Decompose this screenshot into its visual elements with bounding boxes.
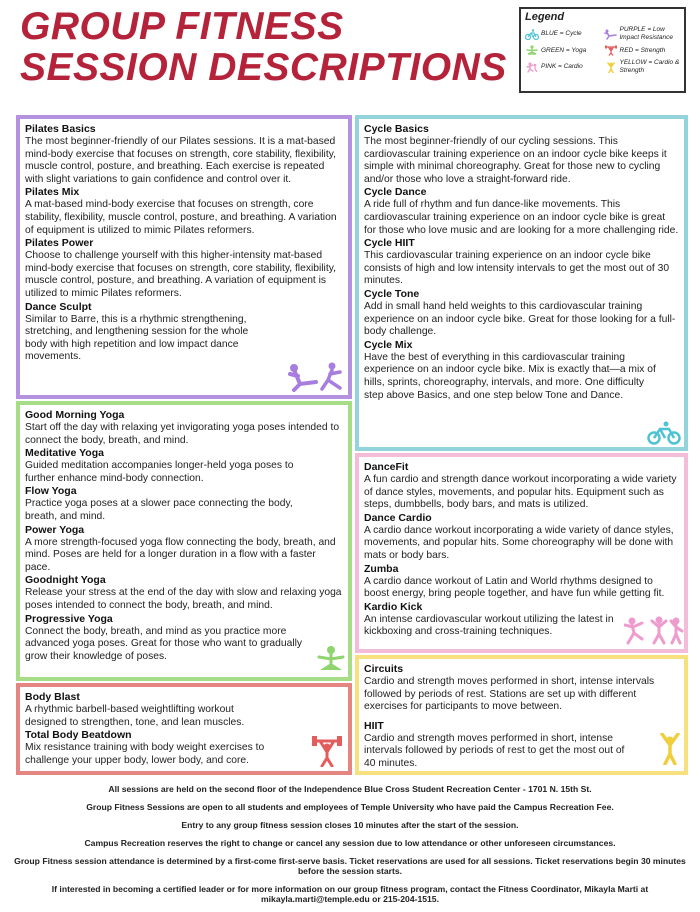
title-line-2: SESSION DESCRIPTIONS [20, 46, 507, 89]
legend-item-strength [604, 45, 681, 56]
legend-text-yoga: GREEN = Yoga [541, 46, 587, 54]
legend-text-purple: PURPLE = Low Impact Resistance [619, 26, 673, 41]
pink-cardio-box [355, 453, 688, 653]
legend-title: Legend [525, 11, 565, 23]
yoga-icon [316, 645, 346, 673]
legend-text-cardio: PINK = Cardio [541, 63, 583, 70]
pilates-icon [288, 362, 344, 392]
session-name: Dance Cardio [364, 511, 432, 524]
footer-note: Campus Recreation reserves the right to change or cancel any session due to low attendance or other unforeseen circumstances. [84, 838, 616, 848]
session-desc: The most beginner-friendly of our Pilates sessions. It is a mat-based mind-body exercise that focuses on strength, core stability, flexibility, muscle control, posture, and breathing. Each exercise is repeated with slight variations to gain confidence and control over it. [25, 136, 336, 185]
session-name: DanceFit [364, 461, 409, 473]
session-name: Circuits [364, 663, 404, 675]
session-desc: Start off the day with relaxing yet invigorating yoga poses intended to connect the body, breath, and mind. [25, 422, 340, 446]
session-desc: Practice yoga poses at a slower pace connecting the body, breath, and mind. [25, 498, 293, 522]
legend-item-cycle [525, 26, 602, 42]
red-strength-box [16, 683, 352, 775]
session-desc: Have the best of everything in this cardiovascular training experience on an indoor cycle bike. Mix is exactly that—a mix of hills, sprints, choreography, intervals, and more. One difficulty step above Basics, and one step below Tone and Dance. [364, 351, 656, 401]
session-name: Progressive Yoga [25, 612, 113, 625]
session-name: Pilates Power [25, 237, 94, 250]
title-line-1: GROUP FITNESS [20, 5, 344, 48]
footer-note: All sessions are held on the second floor of the Independence Blue Cross Student Recreation Center - 1701 N. 15th St. [108, 784, 592, 794]
session-desc: Connect the body, breath, and mind as you practice more advanced yoga poses. Great for those who want to gradually grow their knowledge of poses. [25, 625, 303, 662]
session-name: Goodnight Yoga [25, 574, 106, 587]
session-desc: This cardiovascular training experience on an indoor cycle bike consists of high and low intensity intervals to get the most out of 30 minutes. [364, 250, 670, 287]
session-name: Body Blast [25, 691, 80, 703]
yellow-cardio-strength-box [355, 655, 688, 775]
legend-text-cardio-strength: YELLOW = Cardio & Strength [619, 59, 680, 74]
session-name: Power Yoga [25, 523, 85, 536]
session-desc: A ride full of rhythm and fun dance-like movements. This cardiovascular training experience on an indoor cycle bike is great for those who love music and are looking for a more challenging ride. [364, 199, 679, 236]
legend-item-cardio-strength [604, 59, 681, 75]
session-desc: The most beginner-friendly of our cycling sessions. This cardiovascular training experience on an indoor cycle bike keeps it simple with minimal choreography. Great for those new to cycling and/or those who love a straight-forward ride. [364, 136, 667, 185]
page-title [20, 6, 507, 88]
session-desc: A mat-based mind-body exercise that focuses on strength, core stability, flexibility, muscle control, posture, and breathing. A variation of equipment is utilized to mimic Pilates reformers. [25, 199, 337, 236]
footer-note: Group Fitness session attendance is determined by a first-come first-serve basis. Ticket reservations are used for all sessions. Ticket reservations begin 30 minutes before the session starts. [14, 856, 686, 876]
green-yoga-box [16, 401, 352, 681]
purple-low-impact-box [16, 115, 352, 399]
session-name: Kardio Kick [364, 600, 423, 613]
session-desc: Guided meditation accompanies longer-held yoga poses to further enhance mind-body connection. [25, 460, 294, 484]
session-desc: Mix resistance training with body weight exercises to challenge your upper body, lower body, and core. [25, 742, 265, 766]
cardio-icon [624, 615, 684, 645]
session-name: Cycle HIIT [364, 237, 415, 250]
session-name: Meditative Yoga [25, 447, 104, 460]
session-name: Cycle Tone [364, 287, 420, 300]
legend-text-strength: RED = Strength [619, 46, 666, 54]
cardio-icon [525, 62, 539, 73]
footer-note: If interested in becoming a certified leader or for more information on our group fitness program, contact the Fitness Coordinator, Mikayla Marti at mikayla.marti@temple.edu or 215-204-1515. [51, 884, 649, 904]
session-desc: A rhythmic barbell-based weightlifting workout designed to strengthen, tone, and lean muscles. [25, 704, 245, 728]
session-name: Pilates Basics [25, 123, 96, 135]
cardio-strength-icon [659, 733, 681, 765]
footer-notes [10, 784, 690, 912]
pilates-icon [604, 29, 618, 40]
legend-text-cycle: BLUE = Cycle [541, 30, 582, 37]
session-desc: Choose to challenge yourself with this higher-intensity mat-based mind-body exercise that focuses on strength, core stability, flexibility, muscle control, posture, and breathing. A variation of equipment is utilized to mimic Pilates reformers. [25, 250, 336, 299]
blue-cycle-box [355, 115, 688, 451]
strength-icon [310, 735, 344, 767]
session-name: Cycle Basics [364, 123, 429, 135]
session-desc: A more strength-focused yoga flow connecting the body, breath, and mind. Poses are held for a longer duration in a flow with a faster pace. [25, 536, 336, 573]
legend [519, 7, 686, 93]
session-name: Pilates Mix [25, 186, 80, 199]
session-desc: A fun cardio and strength dance workout incorporating a wide variety of dance styles, movements, and popular hits. Equipment such as steps, dumbbells, body bars, and mats is utilized. [364, 474, 677, 511]
session-name: Zumba [364, 562, 399, 575]
yoga-icon [525, 45, 539, 56]
session-name: Flow Yoga [25, 485, 77, 498]
session-desc: Release your stress at the end of the day with slow and relaxing yoga poses intended to connect the body, breath, and mind. [25, 587, 342, 611]
session-name: Cycle Dance [364, 186, 427, 199]
session-name: HIIT [364, 719, 384, 732]
session-desc: Similar to Barre, this is a rhythmic strengthening, stretching, and lengthening session for the whole body with high repetition and low impact dance movements. [25, 313, 249, 363]
legend-item-purple [604, 26, 681, 42]
session-name: Total Body Beatdown [25, 729, 132, 742]
session-name: Cycle Mix [364, 338, 413, 351]
legend-item-cardio [525, 59, 602, 75]
cardio-strength-icon [604, 62, 618, 73]
session-desc: A cardio dance workout of Latin and World rhythms designed to boost energy, bring people together, and have fun while getting fit. [364, 575, 665, 600]
session-name: Dance Sculpt [25, 300, 92, 313]
session-desc: Cardio and strength moves performed in short, intense intervals followed by periods of rest. Stations are set up with different exercises for participants to move between. [364, 676, 655, 713]
session-name: Good Morning Yoga [25, 409, 125, 421]
legend-item-yoga [525, 45, 602, 56]
cycle-icon [525, 29, 539, 40]
footer-note: Group Fitness Sessions are open to all students and employees of Temple University who have paid the Campus Recreation Fee. [86, 802, 614, 812]
session-desc: Cardio and strength moves performed in short, intense intervals followed by periods of rest to get the most out of 40 minutes. [364, 732, 625, 769]
cycle-icon [647, 421, 681, 445]
session-desc: An intense cardiovascular workout utilizing the latest in kickboxing and cross-training techniques. [364, 613, 614, 638]
footer-note: Entry to any group fitness session closes 10 minutes after the start of the session. [181, 820, 519, 830]
strength-icon [604, 45, 618, 56]
session-desc: Add in small hand held weights to this cardiovascular training experience on an indoor cycle bike. Great for those looking for a full-body challenge. [364, 300, 676, 338]
session-desc: A cardio dance workout incorporating a wide variety of dance styles, movements, and popular hits. Some choreography will be done with mats or body bars. [364, 524, 674, 561]
